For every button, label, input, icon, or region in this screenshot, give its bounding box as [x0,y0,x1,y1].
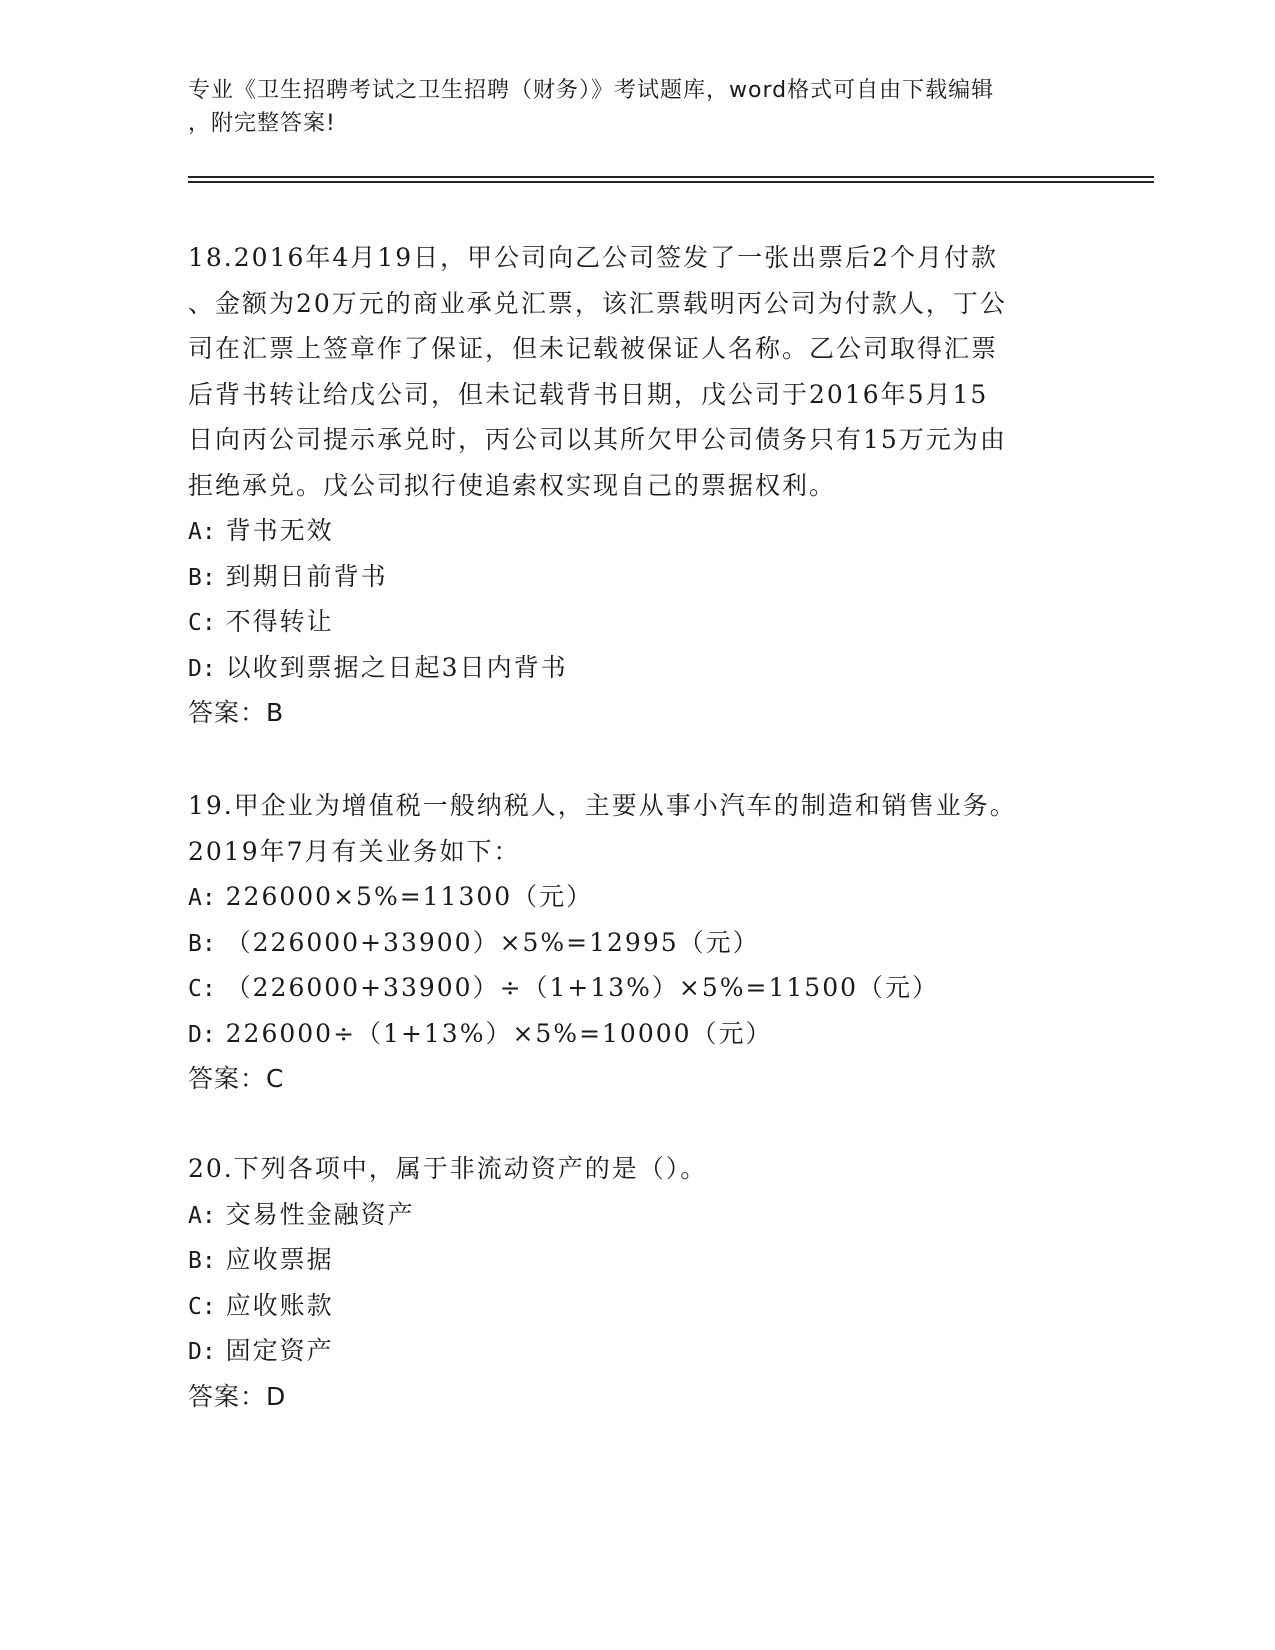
option-text: 背书无效 [225,516,334,545]
option-b [188,1237,1088,1283]
option-text: 固定资产 [225,1336,334,1365]
question-18 [188,235,1088,736]
question-stem-line: 日向丙公司提示承兑时，丙公司以其所欠甲公司债务只有15万元为由 [188,425,1007,454]
option-d [188,1328,1088,1374]
document-header [188,74,1088,140]
option-letter: C: [188,1293,216,1320]
option-text: 226000×5%=11300（元） [225,882,594,911]
option-letter: D: [188,655,216,682]
option-b [188,920,1088,966]
option-letter: D: [188,1021,216,1048]
question-19 [188,783,1088,1102]
question-20 [188,1146,1088,1420]
header-divider-bottom [188,181,1154,183]
option-d [188,645,1088,691]
option-text: 应收票据 [225,1245,334,1274]
option-letter: A: [188,885,216,911]
question-stem-line: 19.甲企业为增值税一般纳税人，主要从事小汽车的制造和销售业务。 [188,791,1017,820]
option-c [188,1283,1088,1329]
answer-label: 答案：D [188,1381,287,1411]
option-d [188,1011,1088,1057]
option-letter: B: [188,1248,216,1274]
question-stem-line: 2019年7月有关业务如下： [188,836,521,866]
answer-label: 答案：C [188,1064,285,1093]
option-a [188,508,1088,554]
option-text: 226000÷（1+13%）×5%=10000（元） [225,1018,773,1048]
question-stem-line: 拒绝承兑。戊公司拟行使追索权实现自己的票据权利。 [188,470,837,500]
option-letter: B: [188,564,216,591]
question-stem-line: 18.2016年4月19日，甲公司向乙公司签发了一张出票后2个月付款 [188,243,999,272]
option-letter: A: [188,1202,216,1229]
option-letter: C: [188,976,216,1002]
answer-label: 答案：B [188,698,285,727]
question-stem-line: 后背书转让给戊公司，但未记载背书日期，戊公司于2016年5月15 [188,379,989,409]
option-letter: B: [188,930,216,957]
header-line-1: 专业《卫生招聘考试之卫生招聘（财务）》考试题库，word格式可自由下载编辑 [188,78,995,103]
option-a [188,874,1088,920]
option-b [188,554,1088,600]
question-stem-line: 司在汇票上签章作了保证，但未记载被保证人名称。乙公司取得汇票 [188,334,999,363]
option-text: （226000+33900）÷（1+13%）×5%=11500（元） [225,973,940,1002]
question-stem-line: 20.下列各项中，属于非流动资产的是（）。 [188,1154,708,1183]
header-divider-top [188,176,1154,178]
option-letter: C: [188,610,216,636]
option-c [188,599,1088,645]
option-letter: A: [188,519,216,545]
option-c [188,965,1088,1011]
option-text: （226000+33900）×5%=12995（元） [225,927,760,957]
option-text: 以收到票据之日起3日内背书 [225,652,568,682]
option-text: 到期日前背书 [225,561,388,591]
option-letter: D: [188,1339,216,1365]
question-stem-line: 、金额为20万元的商业承兑汇票，该汇票载明丙公司为付款人，丁公 [188,288,1007,318]
option-text: 应收账款 [225,1290,334,1320]
header-line-2: ，附完整答案! [188,111,336,136]
option-text: 交易性金融资产 [225,1199,415,1229]
option-a [188,1192,1088,1238]
option-text: 不得转让 [225,607,334,636]
